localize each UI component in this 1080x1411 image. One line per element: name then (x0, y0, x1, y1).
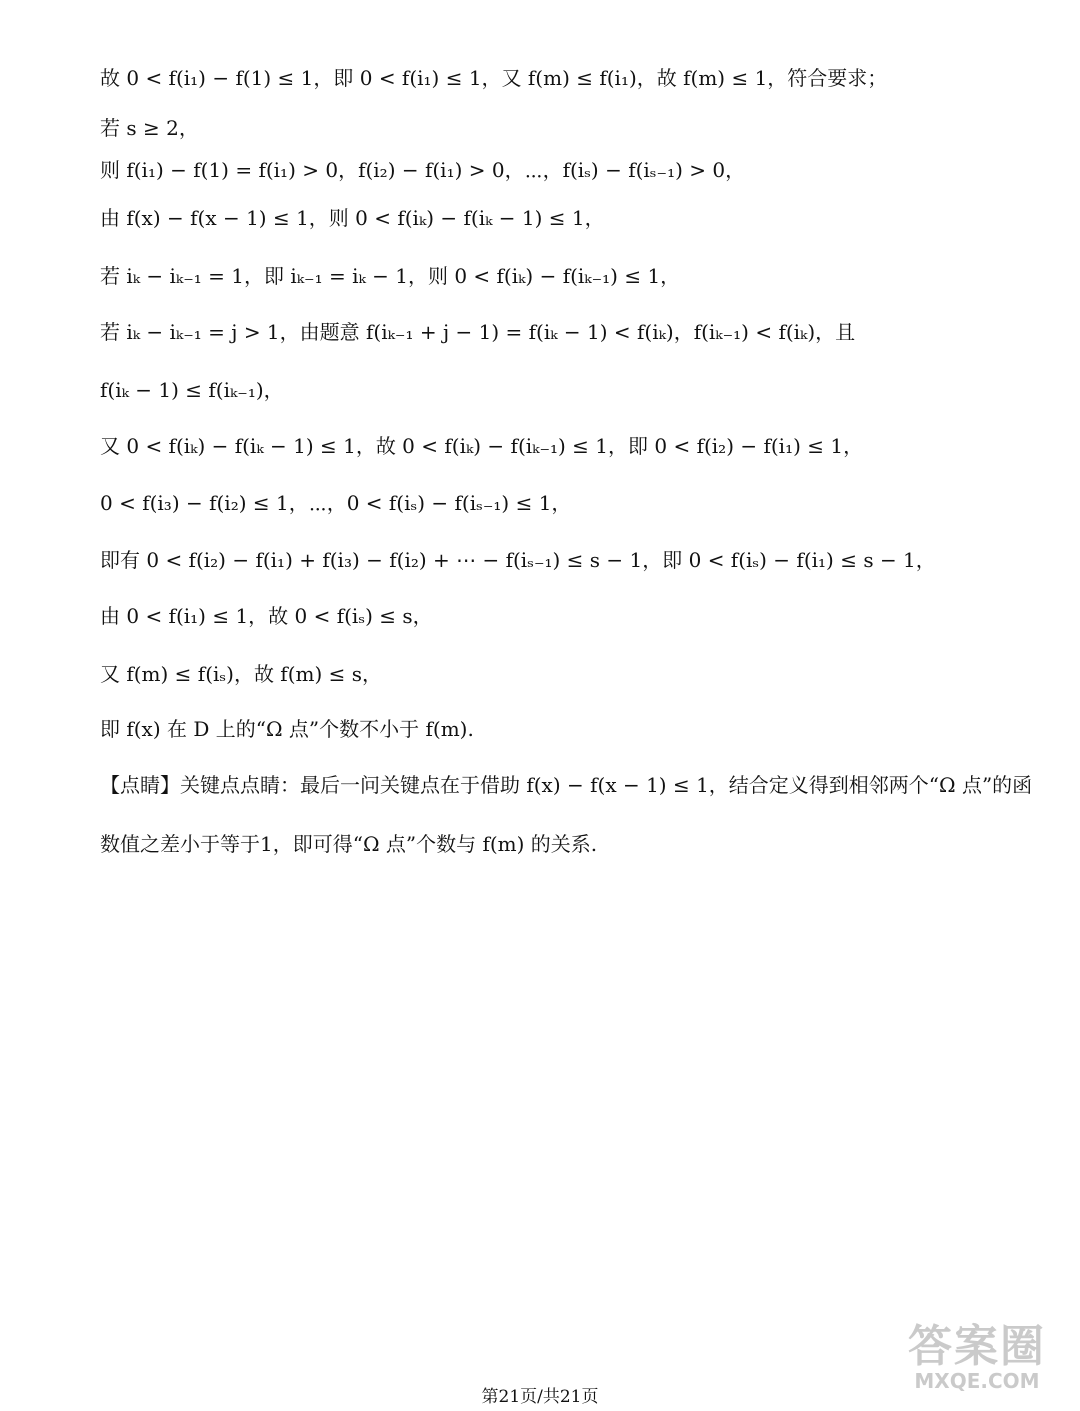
text-line-6: 若 iₖ − iₖ₋₁ = j > 1，由题意 f(iₖ₋₁ + j − 1) = f(iₖ − 1) < f(iₖ)，f(iₖ₋₁) < f(iₖ)，且 (100, 320, 856, 344)
text-line-9: 0 < f(i₃) − f(i₂) ≤ 1，⋯，0 < f(iₛ) − f(iₛ₋₁) ≤ 1， (100, 491, 572, 515)
page-number-footer: 第21页/共21页 (481, 1387, 599, 1407)
watermark-logo (902, 1318, 1052, 1400)
text-line-10: 即有 0 < f(i₂) − f(i₁) + f(i₃) − f(i₂) + ⋯ − f(iₛ₋₁) ≤ s − 1，即 0 < f(iₛ) − f(i₁) ≤ s − 1， (100, 548, 936, 572)
text-line-2: 若 s ≥ 2， (100, 116, 199, 140)
watermark-url: MXQE.COM (914, 1369, 1040, 1393)
text-line-13: 即 f(x) 在 D 上的“Ω 点”个数不小于 f(m). (100, 717, 474, 741)
text-line-4: 由 f(x) − f(x − 1) ≤ 1，则 0 < f(iₖ) − f(iₖ − 1) ≤ 1， (100, 206, 605, 230)
text-line-12: 又 f(m) ≤ f(iₛ)，故 f(m) ≤ s， (100, 662, 383, 686)
text-line-5: 若 iₖ − iₖ₋₁ = 1，即 iₖ₋₁ = iₖ − 1，则 0 < f(iₖ) − f(iₖ₋₁) ≤ 1， (100, 264, 681, 288)
text-line-7: f(iₖ − 1) ≤ f(iₖ₋₁)， (100, 378, 284, 402)
text-line-1: 故 0 < f(i₁) − f(1) ≤ 1，即 0 < f(i₁) ≤ 1，又 f(m) ≤ f(i₁)，故 f(m) ≤ 1，符合要求； (100, 66, 888, 90)
text-line-8: 又 0 < f(iₖ) − f(iₖ − 1) ≤ 1，故 0 < f(iₖ) − f(iₖ₋₁) ≤ 1，即 0 < f(i₂) − f(i₁) ≤ 1， (100, 434, 864, 458)
text-line-11: 由 0 < f(i₁) ≤ 1，故 0 < f(iₛ) ≤ s， (100, 604, 433, 628)
text-line-3: 则 f(i₁) − f(1) = f(i₁) > 0，f(i₂) − f(i₁) > 0，⋯，f(iₛ) − f(iₛ₋₁) > 0， (100, 158, 746, 182)
watermark-logo-text: 答案圈 (908, 1321, 1046, 1372)
commentary-line-2: 数值之差小于等于1，即可得“Ω 点”个数与 f(m) 的关系. (100, 832, 598, 856)
commentary-line-1: 【点睛】关键点点睛：最后一问关键点在于借助 f(x) − f(x − 1) ≤ 1，结合定义得到相邻两个“Ω 点”的函 (100, 773, 1033, 797)
